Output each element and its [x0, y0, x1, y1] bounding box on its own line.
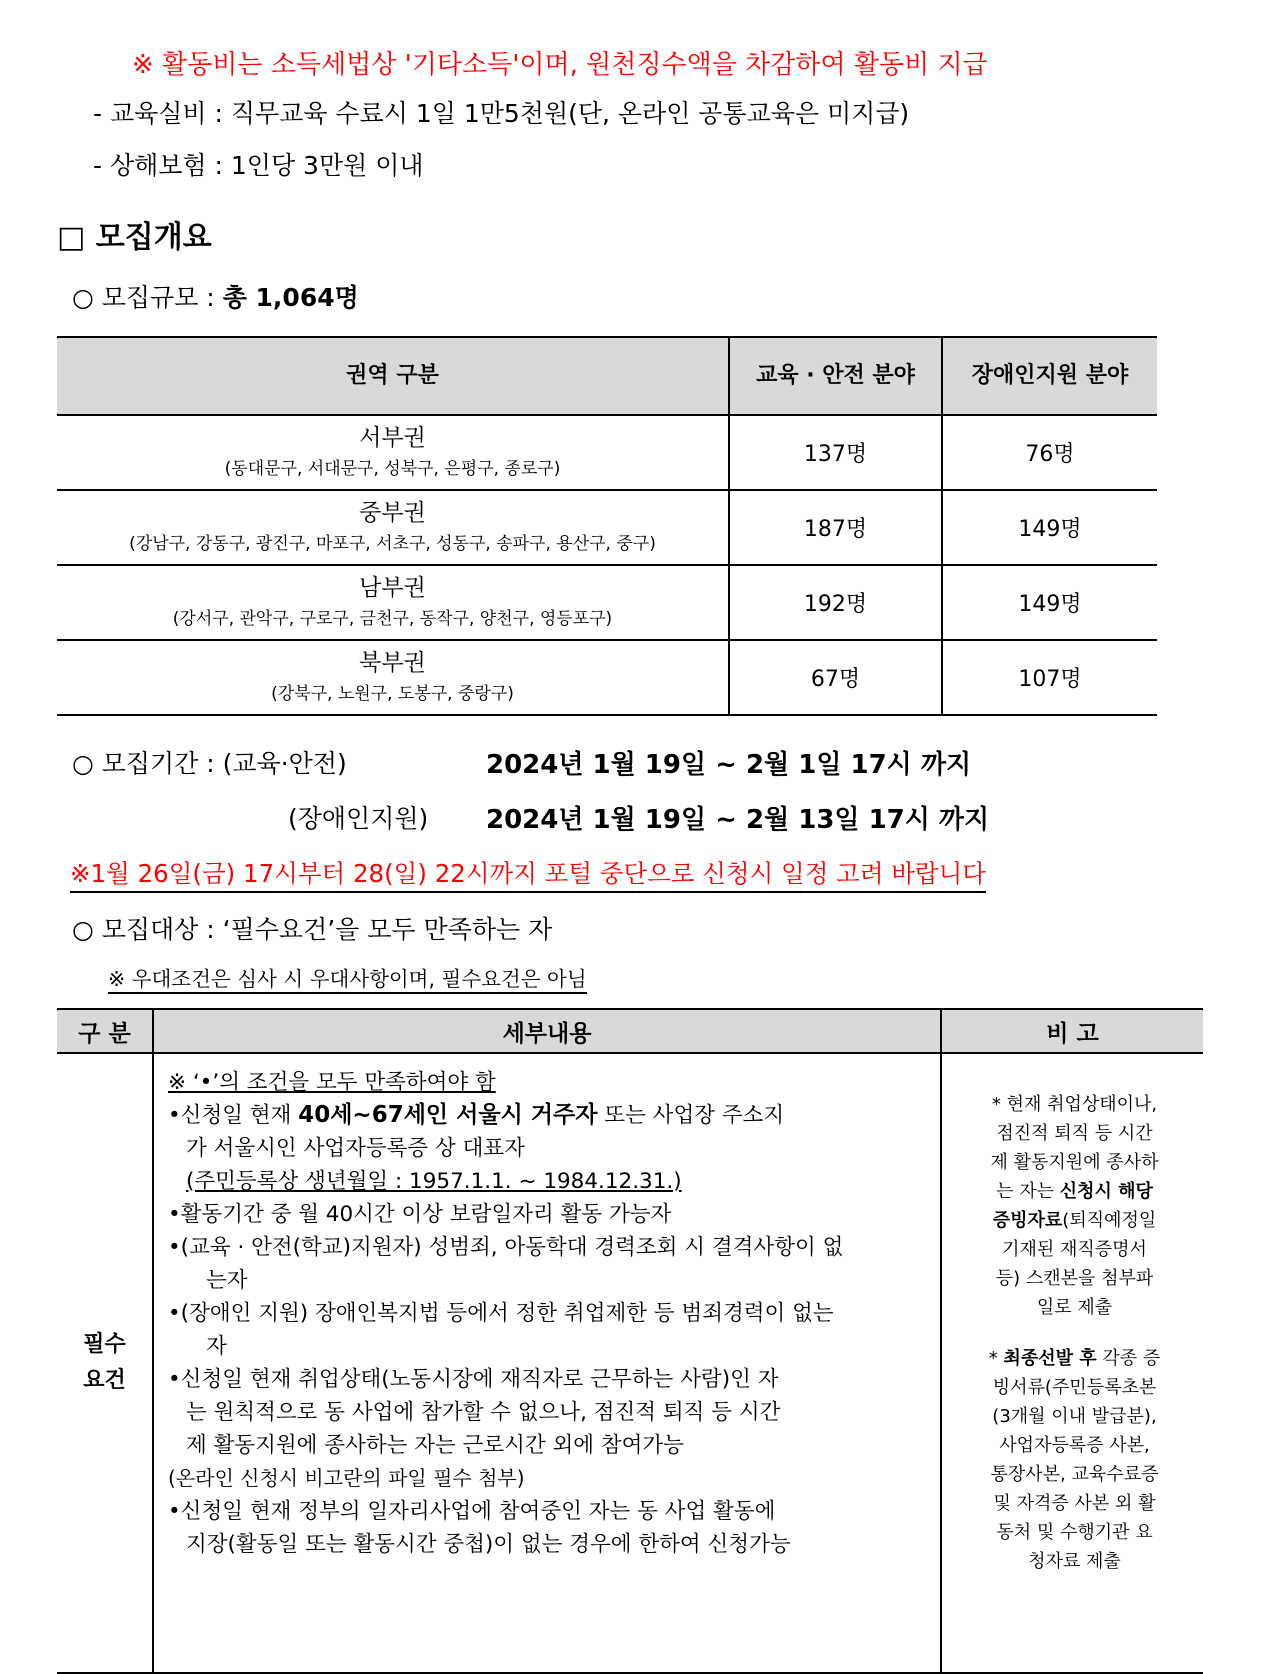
detail-item: 는 원칙적으로 동 사업에 참가할 수 없으나, 점진적 퇴직 등 시간	[186, 1400, 781, 1425]
detail-item: (온라인 신청시 비고란의 파일 필수 첨부)	[168, 1466, 525, 1490]
education-cost-line: - 교육실비 : 직무교육 수료시 1일 1만5천원(단, 온라인 공통교육은 미지급)	[93, 99, 910, 128]
table-row	[57, 1053, 1203, 1673]
target-label: ○ 모집대상 : ‘필수요건’을 모두 만족하는 자	[72, 915, 553, 944]
remark-emphasis: 증빙자료	[992, 1210, 1063, 1231]
period-label: ○ 모집기간 : (교육·안전)	[72, 749, 347, 778]
period-disability-dates: 2024년 1월 19일 ~ 2월 13일 17시 까지	[486, 805, 990, 835]
disability-count: 149명	[942, 565, 1157, 640]
section-title: □ 모집개요	[57, 220, 212, 255]
requirement-table	[57, 1008, 1203, 1674]
detail-item: •(장애인 지원) 장애인복지법 등에서 정한 취업제한 등 범죄경력이 없는	[168, 1301, 834, 1326]
requirement-category	[57, 1053, 153, 1673]
table-row	[57, 565, 1157, 640]
region-cell	[57, 490, 729, 565]
disability-count: 107명	[942, 640, 1157, 715]
remark-line: 일로 제출	[1036, 1297, 1113, 1318]
edu-count: 192명	[729, 565, 942, 640]
remark-line	[956, 1206, 1193, 1235]
detail-item: 제 활동지원에 종사하는 자는 근로시간 외에 참여가능	[186, 1433, 684, 1458]
disability-count: 149명	[942, 490, 1157, 565]
detail-item: 가 서울시인 사업자등록증 상 대표자	[186, 1136, 525, 1161]
period-edu-dates: 2024년 1월 19일 ~ 2월 1일 17시 까지	[486, 750, 972, 780]
header-disability: 장애인지원 분야	[942, 337, 1157, 415]
disability-count: 76명	[942, 415, 1157, 490]
remark-text: 각종 증	[1096, 1348, 1161, 1369]
recruit-scale	[72, 278, 359, 314]
detail-text: 또는 사업장 주소지	[597, 1103, 785, 1128]
remark-emphasis: 신청시 해당	[1059, 1181, 1153, 1202]
remark-line: 기재된 재직증명서	[1002, 1239, 1147, 1260]
header-region: 권역 구분	[57, 337, 729, 415]
remark-line: 통장사본, 교육수료증	[990, 1464, 1159, 1485]
region-name: 북부권	[359, 649, 426, 676]
remark-line: 등) 스캔본을 첨부파	[995, 1268, 1154, 1289]
remark-line: 및 자격증 사본 외 활	[993, 1493, 1156, 1514]
detail-item	[168, 1099, 930, 1132]
portal-outage-notice: ※1월 26일(금) 17시부터 28(일) 22시까지 포털 중단으로 신청시 일정 고려 바랍니다	[70, 855, 986, 893]
table-row	[57, 490, 1157, 565]
detail-text: •신청일 현재	[168, 1103, 299, 1128]
requirement-table-header	[57, 1009, 1203, 1053]
remark-line: (3개월 이내 발급분),	[992, 1406, 1157, 1427]
recruit-scale-value: 총 1,064명	[222, 283, 359, 312]
region-name: 중부권	[359, 499, 426, 526]
detail-item: 는자	[206, 1268, 248, 1293]
requirement-details	[153, 1053, 941, 1673]
table-row	[57, 640, 1157, 715]
remark-line	[956, 1344, 1193, 1373]
detail-item: 자	[206, 1334, 227, 1359]
remark-line: * 현재 취업상태이나,	[991, 1094, 1158, 1115]
remark-line: 청자료 제출	[1028, 1551, 1121, 1572]
remark-text: (퇴직예정일	[1062, 1210, 1157, 1231]
insurance-line: - 상해보험 : 1인당 3만원 이내	[93, 151, 424, 180]
table-row	[57, 415, 1157, 490]
remark-line: 빙서류(주민등록초본	[992, 1377, 1157, 1398]
header-category: 구 분	[57, 1009, 153, 1053]
income-tax-note: ※ 활동비는 소득세법상 '기타소득'이며, 원천징수액을 차감하여 활동비 지급	[132, 50, 988, 80]
region-districts: (강남구, 강동구, 광진구, 마포구, 서초구, 성동구, 송파구, 용산구, 중구)	[129, 533, 656, 554]
region-cell	[57, 415, 729, 490]
header-remarks: 비 고	[941, 1009, 1203, 1053]
region-cell	[57, 565, 729, 640]
category-label: 필수 요건	[83, 1332, 126, 1393]
detail-item: •신청일 현재 취업상태(노동시장에 재직자로 근무하는 사람)인 자	[168, 1367, 779, 1392]
remark-line: 제 활동지원에 종사하	[990, 1152, 1159, 1173]
region-districts: (강북구, 노원구, 도봉구, 중랑구)	[271, 683, 514, 704]
recruit-scale-label: ○ 모집규모 :	[72, 283, 223, 312]
birth-date-range: (주민등록상 생년월일 : 1957.1.1. ~ 1984.12.31.)	[186, 1169, 682, 1194]
detail-item: •신청일 현재 정부의 일자리사업에 참여중인 자는 동 사업 활동에	[168, 1499, 776, 1524]
detail-item: •활동기간 중 월 40시간 이상 보람일자리 활동 가능자	[168, 1202, 672, 1227]
remark-emphasis: 최종선발 후	[1003, 1348, 1097, 1369]
edu-count: 137명	[729, 415, 942, 490]
requirement-remarks	[941, 1053, 1203, 1673]
remark-text: *	[988, 1348, 1004, 1369]
edu-count: 187명	[729, 490, 942, 565]
detail-item: •(교육 · 안전(학교)지원자) 성범죄, 아동학대 경력조회 시 결격사항이 없	[168, 1235, 844, 1260]
region-name: 남부권	[359, 574, 426, 601]
period-disability-label: (장애인지원)	[288, 804, 429, 833]
remark-line: 사업자등록증 사본,	[999, 1435, 1150, 1456]
region-districts: (동대문구, 서대문구, 성북구, 은평구, 종로구)	[224, 458, 561, 479]
edu-count: 67명	[729, 640, 942, 715]
header-details: 세부내용	[153, 1009, 941, 1053]
target-note: ※ 우대조건은 심사 시 우대사항이며, 필수요건은 아님	[108, 962, 587, 994]
detail-emphasis: 40세~67세인 서울시 거주자	[298, 1102, 598, 1128]
remark-line	[956, 1177, 1193, 1206]
remark-line: 점진적 퇴직 등 시간	[996, 1123, 1153, 1144]
region-cell	[57, 640, 729, 715]
remark-line: 동처 및 수행기관 요	[996, 1522, 1153, 1543]
detail-item: 지장(활동일 또는 활동시간 중첩)이 없는 경우에 한하여 신청가능	[186, 1532, 791, 1557]
region-name: 서부권	[359, 424, 426, 451]
region-table-header	[57, 337, 1157, 415]
remark-text: 는 자는	[996, 1181, 1060, 1202]
header-edu-safety: 교육 · 안전 분야	[729, 337, 942, 415]
region-table	[57, 336, 1157, 716]
region-districts: (강서구, 관악구, 구로구, 금천구, 동작구, 양천구, 영등포구)	[172, 608, 613, 629]
detail-intro: ※ ‘•’의 조건을 모두 만족하여야 함	[168, 1070, 496, 1095]
